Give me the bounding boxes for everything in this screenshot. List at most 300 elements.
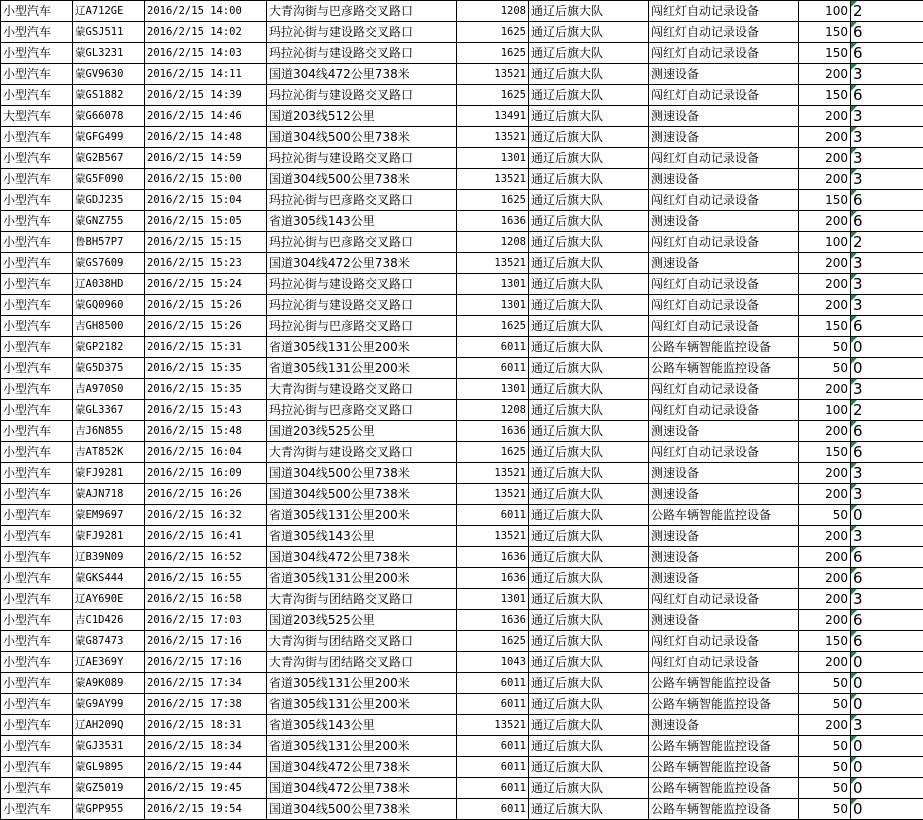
device-cell[interactable]: 测速设备 bbox=[649, 253, 799, 274]
vehicle-type-cell[interactable]: 小型汽车 bbox=[1, 610, 73, 631]
plate-cell[interactable]: 蒙GL9895 bbox=[73, 757, 145, 778]
vehicle-type-cell[interactable]: 小型汽车 bbox=[1, 274, 73, 295]
points-cell[interactable]: 3 bbox=[851, 169, 923, 190]
code-cell[interactable]: 1208 bbox=[457, 400, 529, 421]
location-cell[interactable]: 国道304线472公里738米 bbox=[267, 757, 457, 778]
location-cell[interactable]: 玛拉沁街与巴彦路交叉路口 bbox=[267, 190, 457, 211]
points-cell[interactable]: 3 bbox=[851, 148, 923, 169]
datetime-cell[interactable]: 2016/2/15 14:11 bbox=[145, 64, 267, 85]
unit-cell[interactable]: 通辽后旗大队 bbox=[529, 505, 649, 526]
unit-cell[interactable]: 通辽后旗大队 bbox=[529, 526, 649, 547]
location-cell[interactable]: 省道305线131公里200米 bbox=[267, 337, 457, 358]
code-cell[interactable]: 13521 bbox=[457, 484, 529, 505]
device-cell[interactable]: 测速设备 bbox=[649, 106, 799, 127]
vehicle-type-cell[interactable]: 小型汽车 bbox=[1, 505, 73, 526]
plate-cell[interactable]: 吉AT852K bbox=[73, 442, 145, 463]
location-cell[interactable]: 国道304线500公里738米 bbox=[267, 169, 457, 190]
plate-cell[interactable]: 蒙A9K089 bbox=[73, 673, 145, 694]
location-cell[interactable]: 大青沟街与团结路交叉路口 bbox=[267, 652, 457, 673]
datetime-cell[interactable]: 2016/2/15 17:16 bbox=[145, 652, 267, 673]
datetime-cell[interactable]: 2016/2/15 18:31 bbox=[145, 715, 267, 736]
unit-cell[interactable]: 通辽后旗大队 bbox=[529, 778, 649, 799]
location-cell[interactable]: 国道203线512公里 bbox=[267, 106, 457, 127]
fine-cell[interactable]: 50 bbox=[799, 358, 851, 379]
code-cell[interactable]: 13491 bbox=[457, 106, 529, 127]
location-cell[interactable]: 国道304线472公里738米 bbox=[267, 64, 457, 85]
unit-cell[interactable]: 通辽后旗大队 bbox=[529, 190, 649, 211]
vehicle-type-cell[interactable]: 小型汽车 bbox=[1, 799, 73, 820]
code-cell[interactable]: 1636 bbox=[457, 610, 529, 631]
unit-cell[interactable]: 通辽后旗大队 bbox=[529, 673, 649, 694]
fine-cell[interactable]: 50 bbox=[799, 673, 851, 694]
fine-cell[interactable]: 200 bbox=[799, 652, 851, 673]
location-cell[interactable]: 省道305线131公里200米 bbox=[267, 694, 457, 715]
device-cell[interactable]: 闯红灯自动记录设备 bbox=[649, 631, 799, 652]
unit-cell[interactable]: 通辽后旗大队 bbox=[529, 547, 649, 568]
fine-cell[interactable]: 50 bbox=[799, 505, 851, 526]
datetime-cell[interactable]: 2016/2/15 19:44 bbox=[145, 757, 267, 778]
fine-cell[interactable]: 50 bbox=[799, 337, 851, 358]
fine-cell[interactable]: 150 bbox=[799, 85, 851, 106]
code-cell[interactable]: 1625 bbox=[457, 85, 529, 106]
device-cell[interactable]: 闯红灯自动记录设备 bbox=[649, 22, 799, 43]
plate-cell[interactable]: 蒙GS7609 bbox=[73, 253, 145, 274]
fine-cell[interactable]: 200 bbox=[799, 106, 851, 127]
unit-cell[interactable]: 通辽后旗大队 bbox=[529, 43, 649, 64]
points-cell[interactable]: 6 bbox=[851, 22, 923, 43]
code-cell[interactable]: 1625 bbox=[457, 43, 529, 64]
plate-cell[interactable]: 蒙GJ3531 bbox=[73, 736, 145, 757]
device-cell[interactable]: 闯红灯自动记录设备 bbox=[649, 379, 799, 400]
vehicle-type-cell[interactable]: 小型汽车 bbox=[1, 631, 73, 652]
fine-cell[interactable]: 50 bbox=[799, 736, 851, 757]
vehicle-type-cell[interactable]: 小型汽车 bbox=[1, 694, 73, 715]
unit-cell[interactable]: 通辽后旗大队 bbox=[529, 610, 649, 631]
vehicle-type-cell[interactable]: 小型汽车 bbox=[1, 22, 73, 43]
vehicle-type-cell[interactable]: 小型汽车 bbox=[1, 253, 73, 274]
plate-cell[interactable]: 蒙G5F090 bbox=[73, 169, 145, 190]
vehicle-type-cell[interactable]: 小型汽车 bbox=[1, 547, 73, 568]
datetime-cell[interactable]: 2016/2/15 15:35 bbox=[145, 379, 267, 400]
points-cell[interactable]: 6 bbox=[851, 85, 923, 106]
fine-cell[interactable]: 200 bbox=[799, 211, 851, 232]
unit-cell[interactable]: 通辽后旗大队 bbox=[529, 757, 649, 778]
code-cell[interactable]: 1301 bbox=[457, 379, 529, 400]
unit-cell[interactable]: 通辽后旗大队 bbox=[529, 400, 649, 421]
location-cell[interactable]: 大青沟街与建设路交叉路口 bbox=[267, 379, 457, 400]
location-cell[interactable]: 国道304线472公里738米 bbox=[267, 253, 457, 274]
unit-cell[interactable]: 通辽后旗大队 bbox=[529, 421, 649, 442]
unit-cell[interactable]: 通辽后旗大队 bbox=[529, 211, 649, 232]
device-cell[interactable]: 测速设备 bbox=[649, 127, 799, 148]
plate-cell[interactable]: 吉J6N855 bbox=[73, 421, 145, 442]
points-cell[interactable]: 0 bbox=[851, 652, 923, 673]
unit-cell[interactable]: 通辽后旗大队 bbox=[529, 631, 649, 652]
datetime-cell[interactable]: 2016/2/15 16:26 bbox=[145, 484, 267, 505]
points-cell[interactable]: 6 bbox=[851, 316, 923, 337]
vehicle-type-cell[interactable]: 小型汽车 bbox=[1, 190, 73, 211]
device-cell[interactable]: 闯红灯自动记录设备 bbox=[649, 43, 799, 64]
vehicle-type-cell[interactable]: 小型汽车 bbox=[1, 442, 73, 463]
plate-cell[interactable]: 蒙GL3367 bbox=[73, 400, 145, 421]
unit-cell[interactable]: 通辽后旗大队 bbox=[529, 589, 649, 610]
plate-cell[interactable]: 蒙G66078 bbox=[73, 106, 145, 127]
plate-cell[interactable]: 蒙G87473 bbox=[73, 631, 145, 652]
unit-cell[interactable]: 通辽后旗大队 bbox=[529, 652, 649, 673]
device-cell[interactable]: 公路车辆智能监控设备 bbox=[649, 358, 799, 379]
plate-cell[interactable]: 吉C1D426 bbox=[73, 610, 145, 631]
location-cell[interactable]: 玛拉沁街与建设路交叉路口 bbox=[267, 274, 457, 295]
unit-cell[interactable]: 通辽后旗大队 bbox=[529, 85, 649, 106]
datetime-cell[interactable]: 2016/2/15 16:04 bbox=[145, 442, 267, 463]
points-cell[interactable]: 6 bbox=[851, 43, 923, 64]
plate-cell[interactable]: 蒙GFG499 bbox=[73, 127, 145, 148]
unit-cell[interactable]: 通辽后旗大队 bbox=[529, 64, 649, 85]
datetime-cell[interactable]: 2016/2/15 14:03 bbox=[145, 43, 267, 64]
fine-cell[interactable]: 200 bbox=[799, 274, 851, 295]
plate-cell[interactable]: 蒙G5D375 bbox=[73, 358, 145, 379]
datetime-cell[interactable]: 2016/2/15 14:59 bbox=[145, 148, 267, 169]
unit-cell[interactable]: 通辽后旗大队 bbox=[529, 379, 649, 400]
points-cell[interactable]: 6 bbox=[851, 190, 923, 211]
fine-cell[interactable]: 50 bbox=[799, 694, 851, 715]
fine-cell[interactable]: 200 bbox=[799, 148, 851, 169]
location-cell[interactable]: 省道305线131公里200米 bbox=[267, 568, 457, 589]
location-cell[interactable]: 省道305线131公里200米 bbox=[267, 736, 457, 757]
location-cell[interactable]: 国道203线525公里 bbox=[267, 610, 457, 631]
unit-cell[interactable]: 通辽后旗大队 bbox=[529, 22, 649, 43]
points-cell[interactable]: 0 bbox=[851, 505, 923, 526]
device-cell[interactable]: 测速设备 bbox=[649, 64, 799, 85]
vehicle-type-cell[interactable]: 小型汽车 bbox=[1, 127, 73, 148]
vehicle-type-cell[interactable]: 小型汽车 bbox=[1, 295, 73, 316]
vehicle-type-cell[interactable]: 小型汽车 bbox=[1, 526, 73, 547]
code-cell[interactable]: 1043 bbox=[457, 652, 529, 673]
device-cell[interactable]: 公路车辆智能监控设备 bbox=[649, 799, 799, 820]
location-cell[interactable]: 大青沟街与团结路交叉路口 bbox=[267, 589, 457, 610]
fine-cell[interactable]: 200 bbox=[799, 568, 851, 589]
vehicle-type-cell[interactable]: 小型汽车 bbox=[1, 421, 73, 442]
datetime-cell[interactable]: 2016/2/15 15:04 bbox=[145, 190, 267, 211]
device-cell[interactable]: 闯红灯自动记录设备 bbox=[649, 148, 799, 169]
fine-cell[interactable]: 200 bbox=[799, 379, 851, 400]
code-cell[interactable]: 1625 bbox=[457, 316, 529, 337]
vehicle-type-cell[interactable]: 小型汽车 bbox=[1, 148, 73, 169]
device-cell[interactable]: 测速设备 bbox=[649, 568, 799, 589]
points-cell[interactable]: 6 bbox=[851, 610, 923, 631]
vehicle-type-cell[interactable]: 小型汽车 bbox=[1, 358, 73, 379]
points-cell[interactable]: 3 bbox=[851, 526, 923, 547]
vehicle-type-cell[interactable]: 小型汽车 bbox=[1, 589, 73, 610]
plate-cell[interactable]: 蒙EM9697 bbox=[73, 505, 145, 526]
device-cell[interactable]: 闯红灯自动记录设备 bbox=[649, 589, 799, 610]
plate-cell[interactable]: 蒙AJN718 bbox=[73, 484, 145, 505]
unit-cell[interactable]: 通辽后旗大队 bbox=[529, 442, 649, 463]
code-cell[interactable]: 1208 bbox=[457, 1, 529, 22]
unit-cell[interactable]: 通辽后旗大队 bbox=[529, 106, 649, 127]
unit-cell[interactable]: 通辽后旗大队 bbox=[529, 127, 649, 148]
plate-cell[interactable]: 辽AE369Y bbox=[73, 652, 145, 673]
fine-cell[interactable]: 200 bbox=[799, 589, 851, 610]
plate-cell[interactable]: 蒙GP2182 bbox=[73, 337, 145, 358]
fine-cell[interactable]: 100 bbox=[799, 232, 851, 253]
code-cell[interactable]: 6011 bbox=[457, 337, 529, 358]
datetime-cell[interactable]: 2016/2/15 15:31 bbox=[145, 337, 267, 358]
points-cell[interactable]: 3 bbox=[851, 295, 923, 316]
datetime-cell[interactable]: 2016/2/15 19:54 bbox=[145, 799, 267, 820]
code-cell[interactable]: 6011 bbox=[457, 757, 529, 778]
fine-cell[interactable]: 200 bbox=[799, 484, 851, 505]
device-cell[interactable]: 公路车辆智能监控设备 bbox=[649, 778, 799, 799]
plate-cell[interactable]: 蒙GZ5019 bbox=[73, 778, 145, 799]
plate-cell[interactable]: 蒙G9AY99 bbox=[73, 694, 145, 715]
datetime-cell[interactable]: 2016/2/15 14:00 bbox=[145, 1, 267, 22]
unit-cell[interactable]: 通辽后旗大队 bbox=[529, 358, 649, 379]
datetime-cell[interactable]: 2016/2/15 16:58 bbox=[145, 589, 267, 610]
device-cell[interactable]: 公路车辆智能监控设备 bbox=[649, 736, 799, 757]
plate-cell[interactable]: 蒙GKS444 bbox=[73, 568, 145, 589]
datetime-cell[interactable]: 2016/2/15 15:23 bbox=[145, 253, 267, 274]
plate-cell[interactable]: 蒙FJ9281 bbox=[73, 463, 145, 484]
datetime-cell[interactable]: 2016/2/15 15:00 bbox=[145, 169, 267, 190]
device-cell[interactable]: 闯红灯自动记录设备 bbox=[649, 316, 799, 337]
points-cell[interactable]: 6 bbox=[851, 211, 923, 232]
unit-cell[interactable]: 通辽后旗大队 bbox=[529, 799, 649, 820]
location-cell[interactable]: 玛拉沁街与建设路交叉路口 bbox=[267, 85, 457, 106]
unit-cell[interactable]: 通辽后旗大队 bbox=[529, 694, 649, 715]
points-cell[interactable]: 3 bbox=[851, 274, 923, 295]
points-cell[interactable]: 6 bbox=[851, 631, 923, 652]
points-cell[interactable]: 0 bbox=[851, 358, 923, 379]
device-cell[interactable]: 测速设备 bbox=[649, 715, 799, 736]
fine-cell[interactable]: 200 bbox=[799, 421, 851, 442]
datetime-cell[interactable]: 2016/2/15 14:46 bbox=[145, 106, 267, 127]
location-cell[interactable]: 省道305线143公里 bbox=[267, 526, 457, 547]
device-cell[interactable]: 闯红灯自动记录设备 bbox=[649, 274, 799, 295]
datetime-cell[interactable]: 2016/2/15 18:34 bbox=[145, 736, 267, 757]
device-cell[interactable]: 公路车辆智能监控设备 bbox=[649, 673, 799, 694]
vehicle-type-cell[interactable]: 小型汽车 bbox=[1, 379, 73, 400]
fine-cell[interactable]: 150 bbox=[799, 22, 851, 43]
location-cell[interactable]: 玛拉沁街与建设路交叉路口 bbox=[267, 22, 457, 43]
points-cell[interactable]: 3 bbox=[851, 379, 923, 400]
plate-cell[interactable]: 辽A712GE bbox=[73, 1, 145, 22]
location-cell[interactable]: 大青沟街与建设路交叉路口 bbox=[267, 442, 457, 463]
vehicle-type-cell[interactable]: 小型汽车 bbox=[1, 673, 73, 694]
vehicle-type-cell[interactable]: 小型汽车 bbox=[1, 1, 73, 22]
device-cell[interactable]: 闯红灯自动记录设备 bbox=[649, 190, 799, 211]
unit-cell[interactable]: 通辽后旗大队 bbox=[529, 232, 649, 253]
unit-cell[interactable]: 通辽后旗大队 bbox=[529, 736, 649, 757]
device-cell[interactable]: 测速设备 bbox=[649, 484, 799, 505]
code-cell[interactable]: 6011 bbox=[457, 505, 529, 526]
location-cell[interactable]: 玛拉沁街与巴彦路交叉路口 bbox=[267, 316, 457, 337]
unit-cell[interactable]: 通辽后旗大队 bbox=[529, 274, 649, 295]
unit-cell[interactable]: 通辽后旗大队 bbox=[529, 295, 649, 316]
location-cell[interactable]: 大青沟街与巴彦路交叉路口 bbox=[267, 1, 457, 22]
code-cell[interactable]: 1625 bbox=[457, 442, 529, 463]
datetime-cell[interactable]: 2016/2/15 14:02 bbox=[145, 22, 267, 43]
fine-cell[interactable]: 150 bbox=[799, 43, 851, 64]
fine-cell[interactable]: 200 bbox=[799, 295, 851, 316]
location-cell[interactable]: 国道304线500公里738米 bbox=[267, 484, 457, 505]
vehicle-type-cell[interactable]: 小型汽车 bbox=[1, 85, 73, 106]
fine-cell[interactable]: 150 bbox=[799, 316, 851, 337]
device-cell[interactable]: 测速设备 bbox=[649, 526, 799, 547]
vehicle-type-cell[interactable]: 大型汽车 bbox=[1, 106, 73, 127]
plate-cell[interactable]: 蒙GS1882 bbox=[73, 85, 145, 106]
fine-cell[interactable]: 200 bbox=[799, 127, 851, 148]
plate-cell[interactable]: 蒙FJ9281 bbox=[73, 526, 145, 547]
plate-cell[interactable]: 蒙GDJ235 bbox=[73, 190, 145, 211]
code-cell[interactable]: 1301 bbox=[457, 589, 529, 610]
points-cell[interactable]: 3 bbox=[851, 127, 923, 148]
device-cell[interactable]: 测速设备 bbox=[649, 421, 799, 442]
vehicle-type-cell[interactable]: 小型汽车 bbox=[1, 736, 73, 757]
plate-cell[interactable]: 蒙GSJ511 bbox=[73, 22, 145, 43]
datetime-cell[interactable]: 2016/2/15 17:16 bbox=[145, 631, 267, 652]
location-cell[interactable]: 省道305线143公里 bbox=[267, 715, 457, 736]
code-cell[interactable]: 13521 bbox=[457, 715, 529, 736]
unit-cell[interactable]: 通辽后旗大队 bbox=[529, 253, 649, 274]
fine-cell[interactable]: 150 bbox=[799, 442, 851, 463]
datetime-cell[interactable]: 2016/2/15 14:39 bbox=[145, 85, 267, 106]
vehicle-type-cell[interactable]: 小型汽车 bbox=[1, 484, 73, 505]
plate-cell[interactable]: 蒙GNZ755 bbox=[73, 211, 145, 232]
code-cell[interactable]: 1301 bbox=[457, 295, 529, 316]
device-cell[interactable]: 测速设备 bbox=[649, 463, 799, 484]
vehicle-type-cell[interactable]: 小型汽车 bbox=[1, 568, 73, 589]
unit-cell[interactable]: 通辽后旗大队 bbox=[529, 484, 649, 505]
code-cell[interactable]: 1636 bbox=[457, 547, 529, 568]
points-cell[interactable]: 3 bbox=[851, 253, 923, 274]
fine-cell[interactable]: 200 bbox=[799, 610, 851, 631]
device-cell[interactable]: 公路车辆智能监控设备 bbox=[649, 337, 799, 358]
device-cell[interactable]: 闯红灯自动记录设备 bbox=[649, 232, 799, 253]
location-cell[interactable]: 国道304线500公里738米 bbox=[267, 127, 457, 148]
device-cell[interactable]: 公路车辆智能监控设备 bbox=[649, 505, 799, 526]
vehicle-type-cell[interactable]: 小型汽车 bbox=[1, 64, 73, 85]
unit-cell[interactable]: 通辽后旗大队 bbox=[529, 715, 649, 736]
code-cell[interactable]: 6011 bbox=[457, 694, 529, 715]
plate-cell[interactable]: 辽A038HD bbox=[73, 274, 145, 295]
code-cell[interactable]: 1625 bbox=[457, 190, 529, 211]
device-cell[interactable]: 公路车辆智能监控设备 bbox=[649, 694, 799, 715]
code-cell[interactable]: 1625 bbox=[457, 22, 529, 43]
code-cell[interactable]: 13521 bbox=[457, 526, 529, 547]
code-cell[interactable]: 13521 bbox=[457, 64, 529, 85]
points-cell[interactable]: 0 bbox=[851, 736, 923, 757]
device-cell[interactable]: 闯红灯自动记录设备 bbox=[649, 1, 799, 22]
datetime-cell[interactable]: 2016/2/15 15:26 bbox=[145, 295, 267, 316]
datetime-cell[interactable]: 2016/2/15 15:15 bbox=[145, 232, 267, 253]
code-cell[interactable]: 13521 bbox=[457, 253, 529, 274]
datetime-cell[interactable]: 2016/2/15 16:55 bbox=[145, 568, 267, 589]
code-cell[interactable]: 1208 bbox=[457, 232, 529, 253]
vehicle-type-cell[interactable]: 小型汽车 bbox=[1, 337, 73, 358]
points-cell[interactable]: 0 bbox=[851, 673, 923, 694]
device-cell[interactable]: 测速设备 bbox=[649, 547, 799, 568]
plate-cell[interactable]: 吉A970S0 bbox=[73, 379, 145, 400]
location-cell[interactable]: 玛拉沁街与巴彦路交叉路口 bbox=[267, 232, 457, 253]
unit-cell[interactable]: 通辽后旗大队 bbox=[529, 316, 649, 337]
datetime-cell[interactable]: 2016/2/15 16:32 bbox=[145, 505, 267, 526]
fine-cell[interactable]: 50 bbox=[799, 799, 851, 820]
vehicle-type-cell[interactable]: 小型汽车 bbox=[1, 757, 73, 778]
vehicle-type-cell[interactable]: 小型汽车 bbox=[1, 43, 73, 64]
plate-cell[interactable]: 蒙GV9630 bbox=[73, 64, 145, 85]
points-cell[interactable]: 2 bbox=[851, 400, 923, 421]
fine-cell[interactable]: 150 bbox=[799, 190, 851, 211]
device-cell[interactable]: 闯红灯自动记录设备 bbox=[649, 85, 799, 106]
fine-cell[interactable]: 50 bbox=[799, 757, 851, 778]
location-cell[interactable]: 国道203线525公里 bbox=[267, 421, 457, 442]
fine-cell[interactable]: 200 bbox=[799, 64, 851, 85]
fine-cell[interactable]: 200 bbox=[799, 169, 851, 190]
points-cell[interactable]: 2 bbox=[851, 232, 923, 253]
location-cell[interactable]: 国道304线500公里738米 bbox=[267, 799, 457, 820]
location-cell[interactable]: 玛拉沁街与建设路交叉路口 bbox=[267, 148, 457, 169]
points-cell[interactable]: 3 bbox=[851, 715, 923, 736]
vehicle-type-cell[interactable]: 小型汽车 bbox=[1, 463, 73, 484]
unit-cell[interactable]: 通辽后旗大队 bbox=[529, 148, 649, 169]
vehicle-type-cell[interactable]: 小型汽车 bbox=[1, 232, 73, 253]
code-cell[interactable]: 6011 bbox=[457, 358, 529, 379]
location-cell[interactable]: 大青沟街与团结路交叉路口 bbox=[267, 631, 457, 652]
points-cell[interactable]: 6 bbox=[851, 547, 923, 568]
vehicle-type-cell[interactable]: 小型汽车 bbox=[1, 652, 73, 673]
fine-cell[interactable]: 100 bbox=[799, 1, 851, 22]
datetime-cell[interactable]: 2016/2/15 16:41 bbox=[145, 526, 267, 547]
datetime-cell[interactable]: 2016/2/15 17:34 bbox=[145, 673, 267, 694]
code-cell[interactable]: 13521 bbox=[457, 127, 529, 148]
code-cell[interactable]: 13521 bbox=[457, 169, 529, 190]
datetime-cell[interactable]: 2016/2/15 15:43 bbox=[145, 400, 267, 421]
plate-cell[interactable]: 辽AH209Q bbox=[73, 715, 145, 736]
plate-cell[interactable]: 蒙GPP955 bbox=[73, 799, 145, 820]
code-cell[interactable]: 1636 bbox=[457, 421, 529, 442]
points-cell[interactable]: 3 bbox=[851, 463, 923, 484]
plate-cell[interactable]: 蒙GQ0960 bbox=[73, 295, 145, 316]
device-cell[interactable]: 测速设备 bbox=[649, 211, 799, 232]
fine-cell[interactable]: 200 bbox=[799, 463, 851, 484]
points-cell[interactable]: 3 bbox=[851, 589, 923, 610]
location-cell[interactable]: 国道304线500公里738米 bbox=[267, 463, 457, 484]
code-cell[interactable]: 1625 bbox=[457, 631, 529, 652]
datetime-cell[interactable]: 2016/2/15 16:09 bbox=[145, 463, 267, 484]
datetime-cell[interactable]: 2016/2/15 15:24 bbox=[145, 274, 267, 295]
points-cell[interactable]: 0 bbox=[851, 694, 923, 715]
fine-cell[interactable]: 150 bbox=[799, 631, 851, 652]
points-cell[interactable]: 6 bbox=[851, 568, 923, 589]
points-cell[interactable]: 2 bbox=[851, 1, 923, 22]
vehicle-type-cell[interactable]: 小型汽车 bbox=[1, 715, 73, 736]
device-cell[interactable]: 闯红灯自动记录设备 bbox=[649, 442, 799, 463]
location-cell[interactable]: 省道305线143公里 bbox=[267, 211, 457, 232]
vehicle-type-cell[interactable]: 小型汽车 bbox=[1, 169, 73, 190]
unit-cell[interactable]: 通辽后旗大队 bbox=[529, 463, 649, 484]
device-cell[interactable]: 公路车辆智能监控设备 bbox=[649, 757, 799, 778]
device-cell[interactable]: 测速设备 bbox=[649, 610, 799, 631]
vehicle-type-cell[interactable]: 小型汽车 bbox=[1, 400, 73, 421]
datetime-cell[interactable]: 2016/2/15 15:35 bbox=[145, 358, 267, 379]
location-cell[interactable]: 玛拉沁街与建设路交叉路口 bbox=[267, 43, 457, 64]
location-cell[interactable]: 省道305线131公里200米 bbox=[267, 358, 457, 379]
datetime-cell[interactable]: 2016/2/15 15:48 bbox=[145, 421, 267, 442]
plate-cell[interactable]: 鲁BH57P7 bbox=[73, 232, 145, 253]
plate-cell[interactable]: 蒙G2B567 bbox=[73, 148, 145, 169]
datetime-cell[interactable]: 2016/2/15 16:52 bbox=[145, 547, 267, 568]
